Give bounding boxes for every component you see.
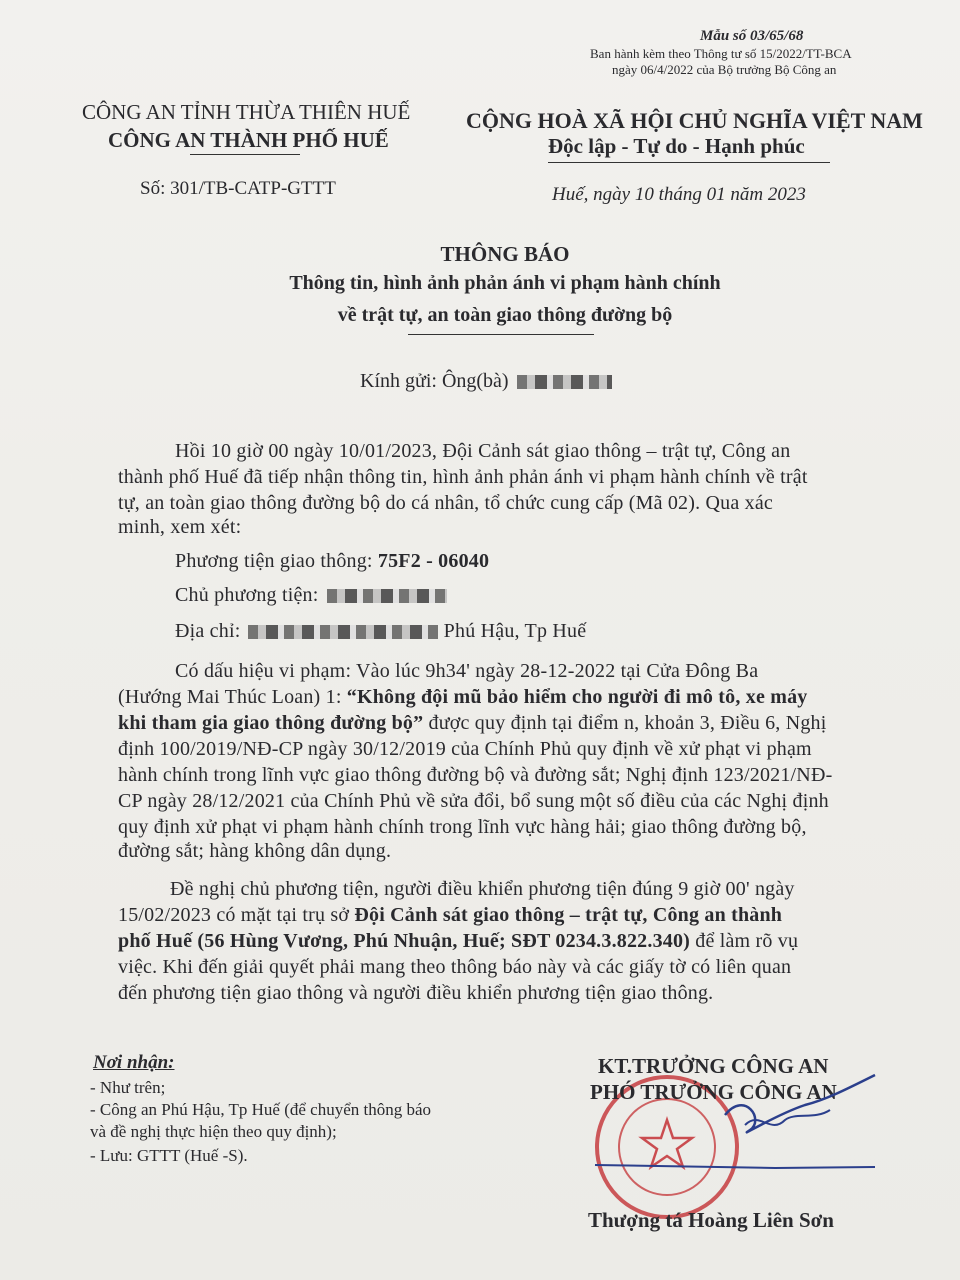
recipients-title: Nơi nhận: xyxy=(93,1052,175,1073)
signer-name: Thượng tá Hoàng Liên Sơn xyxy=(588,1208,834,1232)
vehicle-plate: 75F2 - 06040 xyxy=(377,550,490,572)
request-line: Đề nghị chủ phương tiện, người điều khiển phương tiện đúng 9 giờ 00' ngày xyxy=(170,878,795,900)
request-line xyxy=(118,930,798,953)
redacted-address xyxy=(248,625,438,639)
signature-title-2: PHÓ TRƯỞNG CÔNG AN xyxy=(590,1080,837,1104)
form-note-1: Ban hành kèm theo Thông tư số 15/2022/TT-BCA xyxy=(590,46,852,61)
greeting-text: Kính gửi: Ông(bà) xyxy=(360,370,509,392)
address-line xyxy=(175,620,586,643)
violation-line xyxy=(118,686,807,709)
intro-line: thành phố Huế đã tiếp nhận thông tin, hình ảnh phản ánh vi phạm hành chính về trật xyxy=(118,466,808,488)
request-office: Đội Cảnh sát giao thông – trật tự, Công an thành xyxy=(354,904,783,926)
recipient-item: - Lưu: GTTT (Huế -S). xyxy=(90,1146,248,1165)
request-line xyxy=(118,904,782,927)
address-label: Địa chỉ: xyxy=(175,620,241,642)
document-subtitle-2: về trật tự, an toàn giao thông đường bộ xyxy=(337,304,673,326)
violation-line: quy định xử phạt vi phạm hành chính trong lĩnh vực hàng hải; giao thông đường bộ, xyxy=(118,816,807,838)
violation-act: “Không đội mũ bảo hiểm cho người đi mô tô, xe máy xyxy=(346,686,808,708)
request-office: phố Huế (56 Hùng Vương, Phú Nhuận, Huế; SĐT 0234.3.822.340) xyxy=(118,930,691,952)
owner-line xyxy=(175,584,447,607)
violation-line: hành chính trong lĩnh vực giao thông đường bộ và đường sắt; Nghị định 123/2021/NĐ- xyxy=(118,764,833,786)
recipient-item: - Như trên; xyxy=(90,1078,166,1097)
issuer-underline xyxy=(190,154,300,155)
recipient-item: - Công an Phú Hậu, Tp Huế (để chuyển thông báo xyxy=(90,1100,432,1119)
document-subtitle-1: Thông tin, hình ảnh phản ánh vi phạm hành chính xyxy=(289,272,721,294)
handwritten-signature xyxy=(575,1060,895,1180)
document-title: THÔNG BÁO xyxy=(440,242,570,266)
intro-line: Hồi 10 giờ 00 ngày 10/01/2023, Đội Cảnh sát giao thông – trật tự, Công an xyxy=(175,440,791,462)
violation-line: đường sắt; hàng không dân dụng. xyxy=(118,840,392,862)
motto-underline xyxy=(548,162,830,163)
issuer-city: CÔNG AN THÀNH PHỐ HUẾ xyxy=(108,128,389,152)
violation-act: khi tham gia giao thông đường bộ” xyxy=(118,712,424,734)
form-number: Mẫu số 03/65/68 xyxy=(700,28,804,44)
place-date: Huế, ngày 10 tháng 01 năm 2023 xyxy=(552,184,806,205)
redacted-owner xyxy=(327,589,447,603)
request-line: việc. Khi đến giải quyết phải mang theo thông báo này và các giấy tờ có liên quan xyxy=(118,956,792,978)
issuer-province: CÔNG AN TỈNH THỪA THIÊN HUẾ xyxy=(82,100,411,124)
violation-text: (Hướng Mai Thúc Loan) 1: xyxy=(118,686,347,708)
violation-line xyxy=(118,712,827,735)
violation-line: Có dấu hiệu vi phạm: Vào lúc 9h34' ngày 28-12-2022 tại Cửa Đông Ba xyxy=(175,660,759,682)
intro-line: minh, xem xét: xyxy=(118,516,242,538)
request-text: 15/02/2023 có mặt tại trụ sở xyxy=(118,904,355,926)
recipient-item: và đề nghị thực hiện theo quy định); xyxy=(90,1122,337,1141)
address-tail: Phú Hậu, Tp Huế xyxy=(443,620,587,642)
greeting xyxy=(360,370,612,393)
form-note-2: ngày 06/4/2022 của Bộ trưởng Bộ Công an xyxy=(612,62,837,77)
national-motto: Độc lập - Tự do - Hạnh phúc xyxy=(548,134,805,158)
intro-line: tự, an toàn giao thông đường bộ do cá nhân, tổ chức cung cấp (Mã 02). Qua xác xyxy=(118,492,773,514)
document-number: Số: 301/TB-CATP-GTTT xyxy=(140,178,336,199)
owner-label: Chủ phương tiện: xyxy=(175,584,319,606)
redacted-name xyxy=(517,375,612,389)
vehicle-line xyxy=(175,550,489,573)
vehicle-label: Phương tiện giao thông: xyxy=(175,550,378,572)
national-title: CỘNG HOÀ XÃ HỘI CHỦ NGHĨA VIỆT NAM xyxy=(466,108,923,133)
violation-line: CP ngày 28/12/2021 của Chính Phủ về sửa đổi, bổ sung một số điều của các Nghị định xyxy=(118,790,829,812)
request-line: đến phương tiện giao thông và người điều khiển phương tiện giao thông. xyxy=(118,982,714,1004)
violation-text: được quy định tại điểm n, khoản 3, Điều 6, Nghị xyxy=(423,712,827,734)
signature-title-1: KT.TRƯỞNG CÔNG AN xyxy=(598,1054,829,1078)
violation-line: định 100/2019/NĐ-CP ngày 30/12/2019 của Chính Phủ quy định về xử phạt vi phạm xyxy=(118,738,812,760)
request-text: để làm rõ vụ xyxy=(690,930,799,952)
subtitle-underline xyxy=(408,334,594,335)
